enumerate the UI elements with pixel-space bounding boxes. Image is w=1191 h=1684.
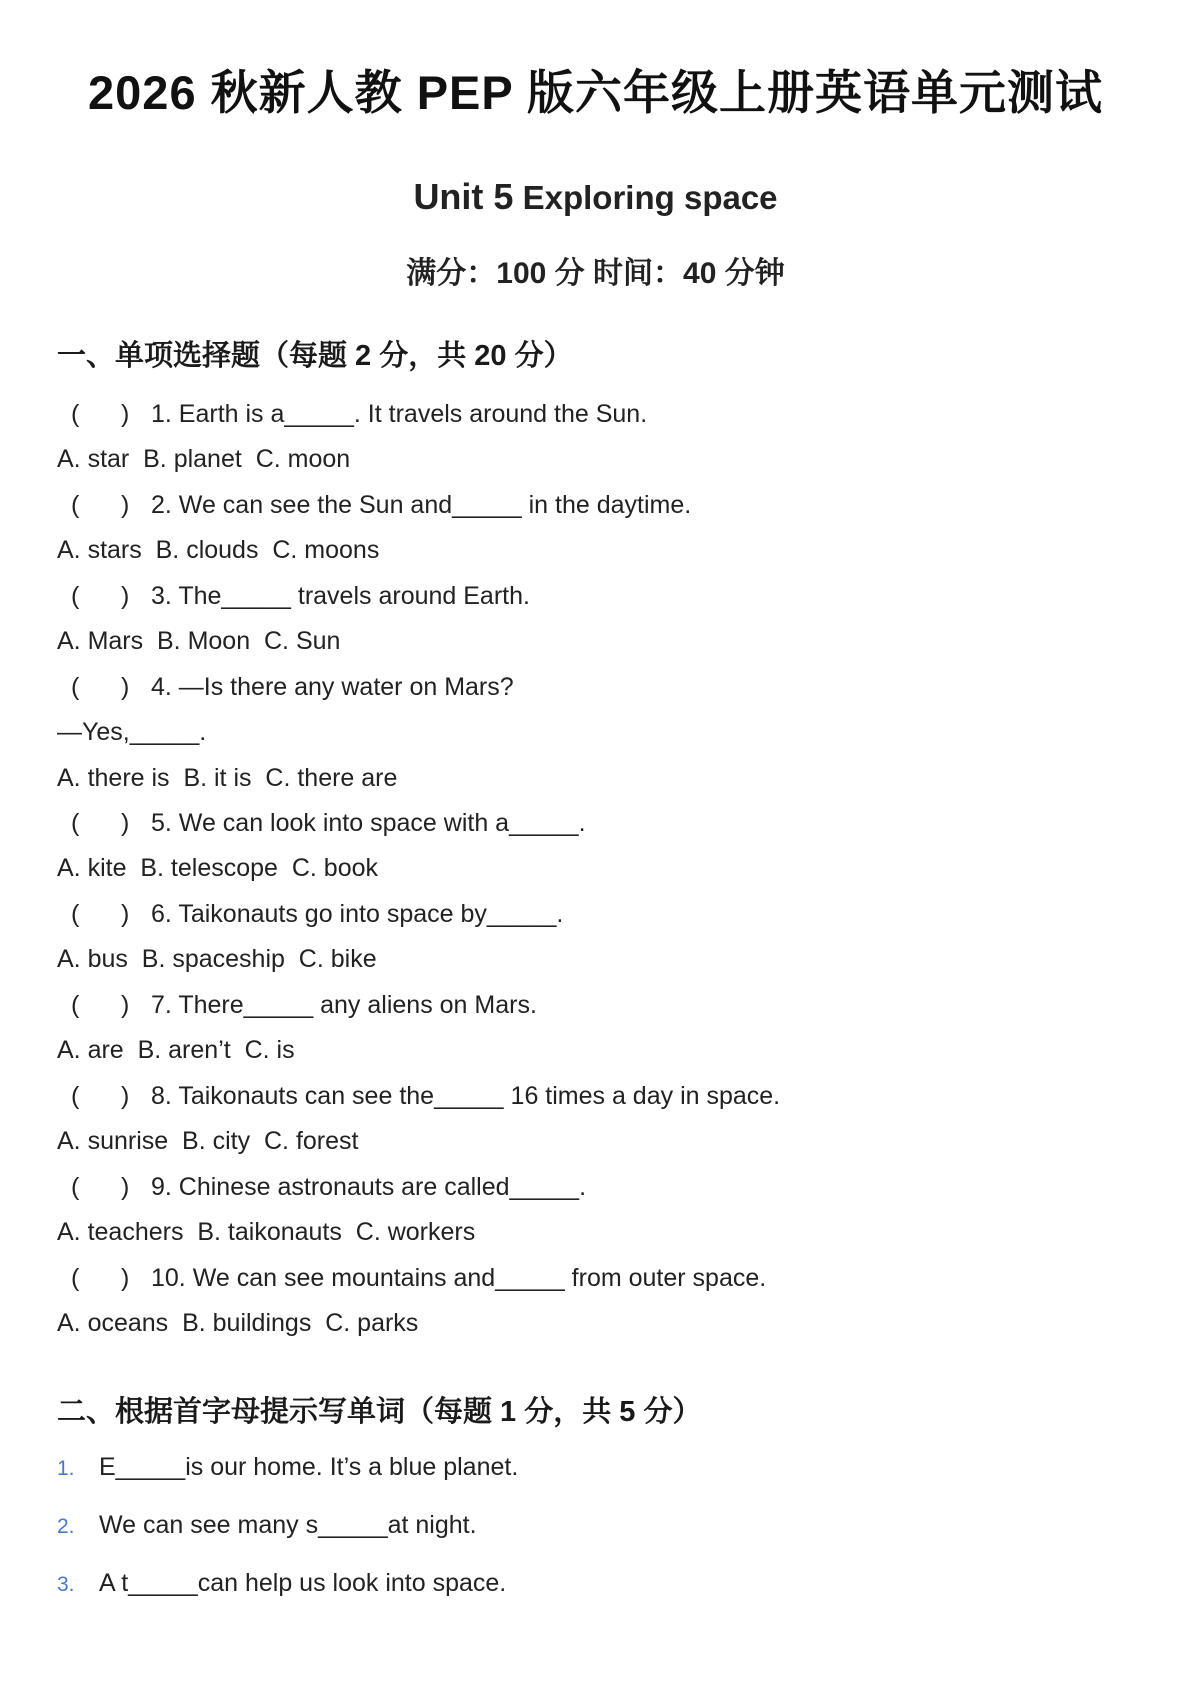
answer-paren[interactable]: ( ) xyxy=(71,1264,130,1292)
unit-name: Exploring space xyxy=(513,179,778,216)
question-options: A. teachers B. taikonauts C. workers xyxy=(57,1218,476,1246)
answer-paren[interactable]: ( ) xyxy=(71,491,130,519)
question-stem: ( ) 2. We can see the Sun and_____ in the daytime. xyxy=(57,491,691,520)
question-options: A. sunrise B. city C. forest xyxy=(57,1127,359,1155)
section2-heading: 二、根据首字母提示写单词（每题 1 分，共 5 分） xyxy=(57,1396,702,1428)
fill-blank-item[interactable]: 3. A t_____can help us look into space. xyxy=(57,1569,507,1597)
answer-paren[interactable]: ( ) xyxy=(71,582,130,610)
question-stem: ( ) 5. We can look into space with a_____. xyxy=(57,809,586,838)
fill-blank-item[interactable]: 2. We can see many s_____at night. xyxy=(57,1511,477,1539)
score-time-line: 满分：100 分 时间：40 分钟 xyxy=(406,257,785,290)
document-title: 2026 秋新人教 PEP 版六年级上册英语单元测试 xyxy=(88,66,1103,119)
question-stem: ( ) 7. There_____ any aliens on Mars. xyxy=(57,991,537,1020)
question-stem-continued: —Yes,_____. xyxy=(57,718,207,746)
question-stem: ( ) 1. Earth is a_____. It travels around the Sun. xyxy=(57,400,647,429)
question-stem: ( ) 6. Taikonauts go into space by_____. xyxy=(57,900,563,929)
question-options: A. are B. aren’t C. is xyxy=(57,1036,295,1064)
question-options: A. star B. planet C. moon xyxy=(57,445,351,473)
question-stem: ( ) 4. —Is there any water on Mars? xyxy=(57,673,514,702)
item-number: 2. xyxy=(57,1515,75,1538)
answer-paren[interactable]: ( ) xyxy=(71,400,130,428)
unit-title xyxy=(0,176,1191,218)
question-options: A. Mars B. Moon C. Sun xyxy=(57,627,341,655)
answer-paren[interactable]: ( ) xyxy=(71,991,130,1019)
question-options: A. oceans B. buildings C. parks xyxy=(57,1309,419,1337)
section1-heading: 一、单项选择题（每题 2 分，共 20 分） xyxy=(57,340,573,372)
unit-number: Unit 5 xyxy=(413,176,514,217)
question-options: A. there is B. it is C. there are xyxy=(57,764,398,792)
question-options: A. stars B. clouds C. moons xyxy=(57,536,380,564)
question-options: A. kite B. telescope C. book xyxy=(57,854,378,882)
question-stem: ( ) 10. We can see mountains and_____ from outer space. xyxy=(57,1264,766,1293)
question-stem: ( ) 9. Chinese astronauts are called_____. xyxy=(57,1173,586,1202)
question-stem: ( ) 8. Taikonauts can see the_____ 16 times a day in space. xyxy=(57,1082,780,1111)
item-number: 3. xyxy=(57,1573,75,1596)
answer-paren[interactable]: ( ) xyxy=(71,673,130,701)
question-options: A. bus B. spaceship C. bike xyxy=(57,945,377,973)
answer-paren[interactable]: ( ) xyxy=(71,1173,130,1201)
answer-paren[interactable]: ( ) xyxy=(71,809,130,837)
item-number: 1. xyxy=(57,1457,75,1480)
answer-paren[interactable]: ( ) xyxy=(71,1082,130,1110)
question-stem: ( ) 3. The_____ travels around Earth. xyxy=(57,582,530,611)
fill-blank-item[interactable]: 1. E_____is our home. It’s a blue planet. xyxy=(57,1453,519,1481)
answer-paren[interactable]: ( ) xyxy=(71,900,130,928)
